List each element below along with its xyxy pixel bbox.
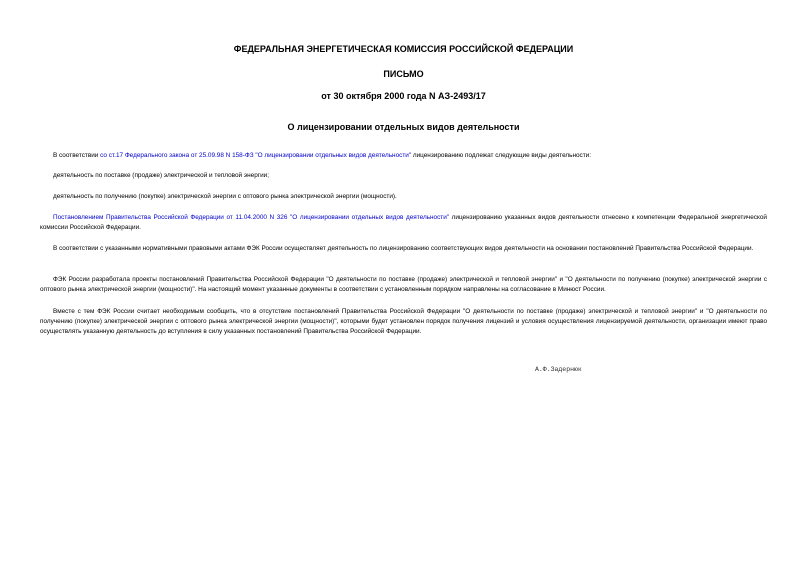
paragraph-7: Вместе с тем ФЭК России считает необходимым сообщить, что в отсутствие постановлений Правительства Российской Федерации "О деятельности по поставке (продаже) электрической и тепловой энергии" и "О деятельности по получению (покупке) электрической энергии с оптового рынка электрической энергии (мощности)", которыми будет установлен порядок получения лицензий и условия осуществления лицензируемой деятельности, организации имеют право осуществлять указанную деятельность до вступления в силу указанных постановлений Правительства Российской Федерации. xyxy=(40,308,767,335)
paragraph-4 xyxy=(40,213,767,233)
decree-link[interactable]: Постановлением Правительства Российской Федерации от 11.04.2000 N 326 "О лицензировании отдельных видов деятельности" xyxy=(53,214,450,221)
paragraph-4-tail: лицензированию указанных видов деятельности отнесено к компетенции Федеральной энергетической комиссии Российской Федерации. xyxy=(40,214,767,231)
org-heading: ФЕДЕРАЛЬНАЯ ЭНЕРГЕТИЧЕСКАЯ КОМИССИЯ РОССИЙСКОЙ ФЕДЕРАЦИИ xyxy=(233,44,574,54)
subject-heading: О лицензировании отдельных видов деятельности xyxy=(287,122,520,132)
signature: А.Ф.Задернюк xyxy=(535,366,582,373)
paragraph-6: ФЭК России разработала проекты постановлений Правительства Российской Федерации "О деятельности по поставке (продаже) электрической и тепловой энергии" и "О деятельности по получению (покупке) электрической энергии с оптового рынка электрической энергии (мощности)". На настоящий момент указанные документы в соответствии с установленным порядком направлены на согласование в Минюст России. xyxy=(40,276,767,293)
date-number-heading: от 30 октября 2000 года N АЗ-2493/17 xyxy=(321,91,486,101)
doc-type-heading: ПИСЬМО xyxy=(383,69,424,79)
paragraph-1-tail: лицензированию подлежат следующие виды деятельности: xyxy=(411,152,592,159)
paragraph-3: деятельность по получению (покупке) электрической энергии с оптового рынка электрической энергии (мощности). xyxy=(53,193,397,200)
paragraph-1 xyxy=(40,151,767,161)
paragraph-2: деятельность по поставке (продаже) электрической и тепловой энергии; xyxy=(53,172,269,179)
law-link[interactable]: со ст.17 Федерального закона от 25.09.98 N 158-ФЗ "О лицензировании отдельных видов деятельности" xyxy=(100,152,412,159)
paragraph-5: В соответствии с указанными нормативными правовыми актами ФЭК России осуществляет деятельность по лицензированию соответствующих видов деятельности на основании постановлений Правительства Российской Федерации. xyxy=(53,245,754,252)
paragraph-1-text: В соответствии xyxy=(53,152,101,159)
